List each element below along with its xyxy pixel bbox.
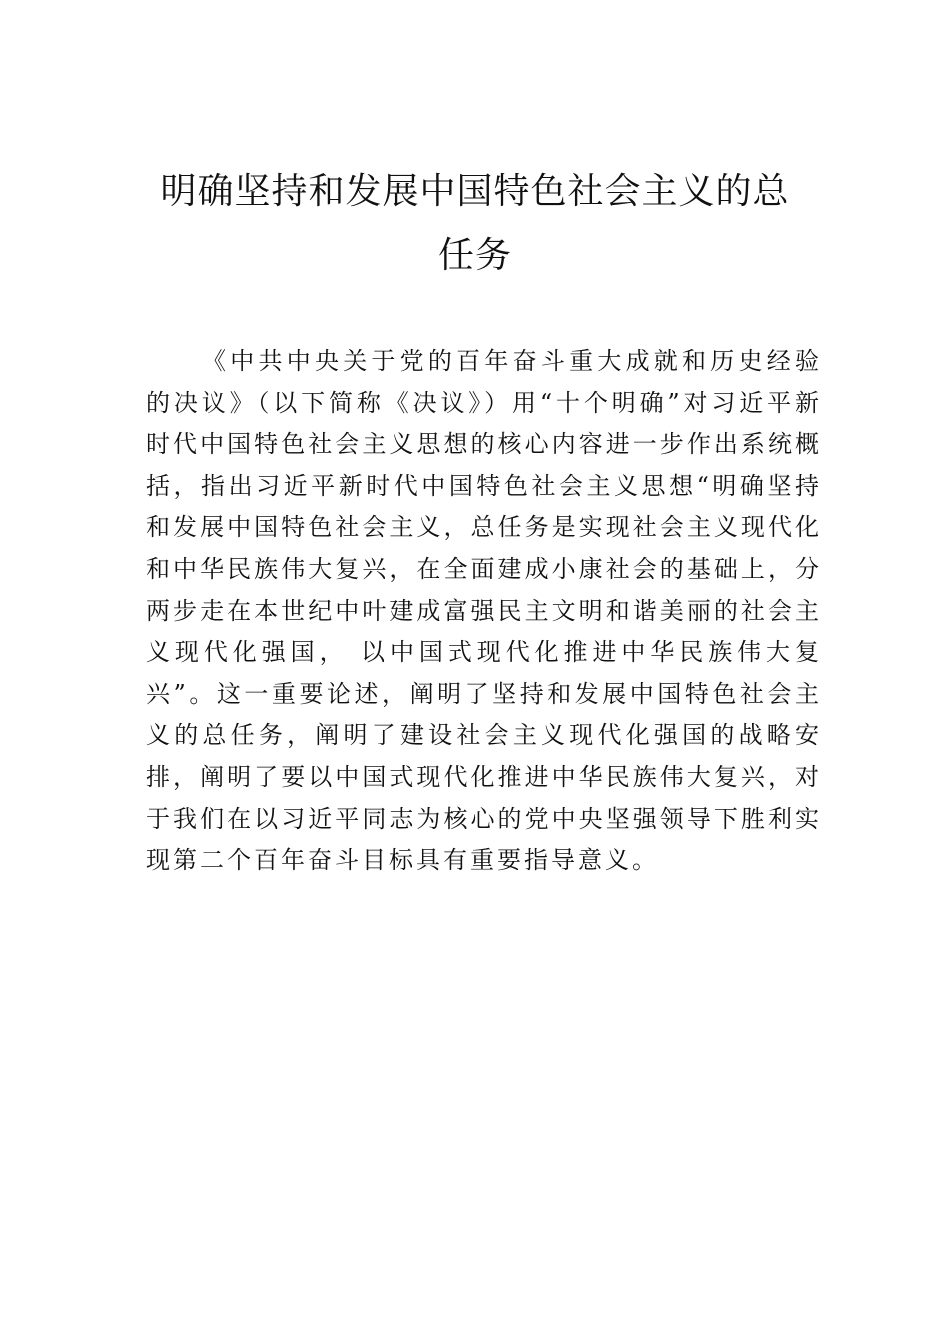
page-title: 明确坚持和发展中国特色社会主义的总任务 (160, 171, 790, 276)
body-paragraph: 《中共中央关于党的百年奋斗重大成就和历史经验的决议》（以下简称《决议》）用“十个明确”对习近平新时代中国特色社会主义思想的核心内容进一步作出系统概括，指出习近平新时代中国特色社会主义思想“明确坚持和发展中国特色社会主义，总任务是实现社会主义现代化和中华民族伟大复兴，在全面建成小康社会的基础上，分两步走在本世纪中叶建成富强民主文明和谐美丽的社会主义现代化强国， 以中国式现代化推进中华民族伟大复兴”。这一重要论述，阐明了坚持和发展中国特色社会主义的总任务，阐明了建设社会主义现代化强国的战略安排，阐明了要以中国式现代化推进中华民族伟大复兴，对于我们在以习近平同志为核心的党中央坚强领导下胜利实现第二个百年奋斗目标具有重要指导意义。 (146, 347, 822, 875)
